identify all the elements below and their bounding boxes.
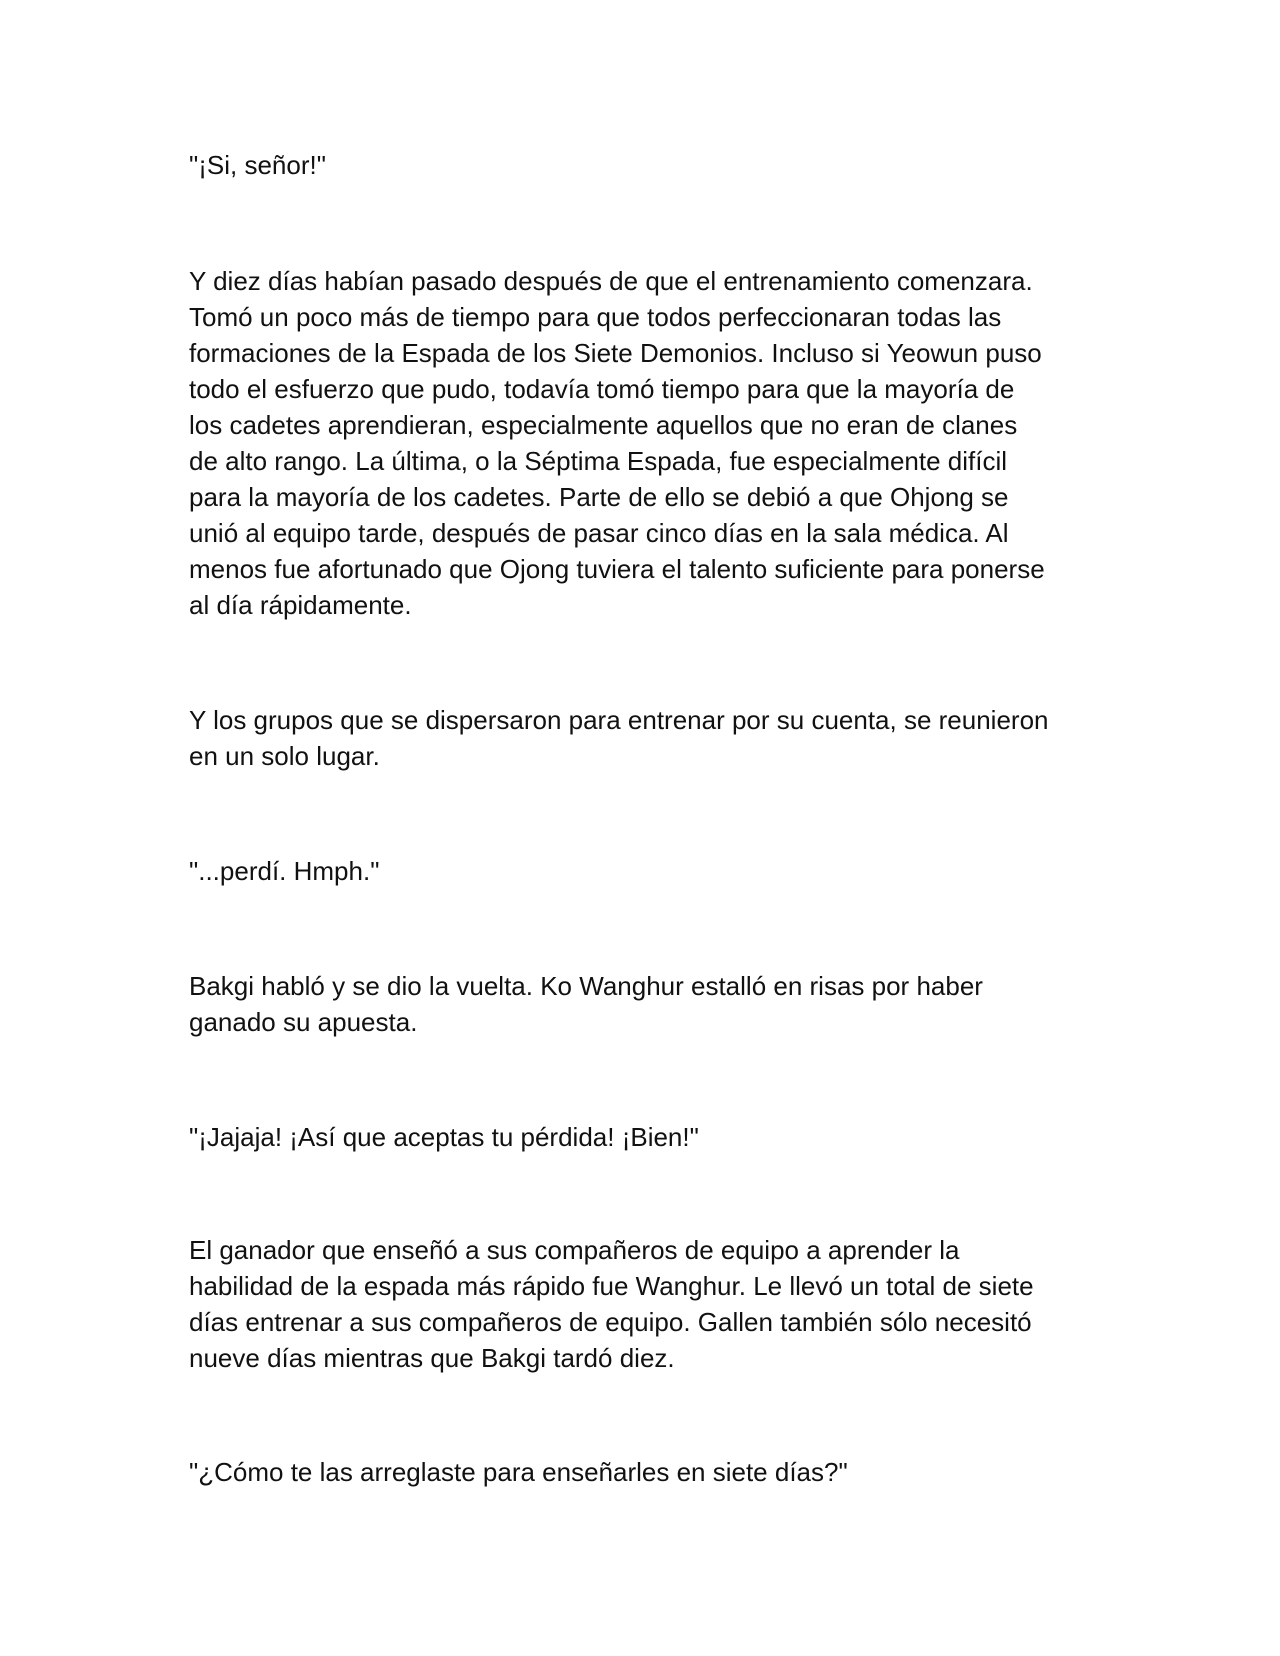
text-line: El ganador que enseñó a sus compañeros de equipo a aprender la: [189, 1235, 960, 1265]
paragraph-6: [189, 1119, 1099, 1155]
text-line: para la mayoría de los cadetes. Parte de ello se debió a que Ohjong se: [189, 482, 1009, 512]
paragraph-3: [189, 702, 1099, 774]
text-line: los cadetes aprendieran, especialmente aquellos que no eran de clanes: [189, 410, 1018, 440]
text-line: en un solo lugar.: [189, 741, 380, 771]
text-line: unió al equipo tarde, después de pasar cinco días en la sala médica. Al: [189, 518, 1009, 548]
paragraph-7: [189, 1232, 1099, 1376]
text-line: "¡Si, señor!": [189, 150, 326, 180]
text-line: al día rápidamente.: [189, 590, 412, 620]
text-line: Y los grupos que se dispersaron para entrenar por su cuenta, se reunieron: [189, 705, 1049, 735]
text-line: menos fue afortunado que Ojong tuviera el talento suficiente para ponerse: [189, 554, 1045, 584]
text-line: formaciones de la Espada de los Siete Demonios. Incluso si Yeowun puso: [189, 338, 1042, 368]
paragraph-1: [189, 147, 1099, 183]
paragraph-5: [189, 968, 1099, 1040]
paragraph-8: [189, 1454, 1099, 1490]
text-line: habilidad de la espada más rápido fue Wanghur. Le llevó un total de siete: [189, 1271, 1034, 1301]
text-line: nueve días mientras que Bakgi tardó diez.: [189, 1343, 675, 1373]
text-line: Y diez días habían pasado después de que el entrenamiento comenzara.: [189, 266, 1033, 296]
text-line: "...perdí. Hmph.": [189, 856, 380, 886]
text-line: Tomó un poco más de tiempo para que todos perfeccionaran todas las: [189, 302, 1002, 332]
text-line: "¿Cómo te las arreglaste para enseñarles en siete días?": [189, 1457, 848, 1487]
text-line: "¡Jajaja! ¡Así que aceptas tu pérdida! ¡Bien!": [189, 1122, 699, 1152]
paragraph-4: [189, 853, 1099, 889]
text-line: todo el esfuerzo que pudo, todavía tomó tiempo para que la mayoría de: [189, 374, 1015, 404]
text-line: días entrenar a sus compañeros de equipo. Gallen también sólo necesitó: [189, 1307, 1032, 1337]
text-line: de alto rango. La última, o la Séptima Espada, fue especialmente difícil: [189, 446, 1008, 476]
text-line: Bakgi habló y se dio la vuelta. Ko Wanghur estalló en risas por haber: [189, 971, 983, 1001]
text-line: ganado su apuesta.: [189, 1007, 418, 1037]
paragraph-2: [189, 263, 1099, 623]
